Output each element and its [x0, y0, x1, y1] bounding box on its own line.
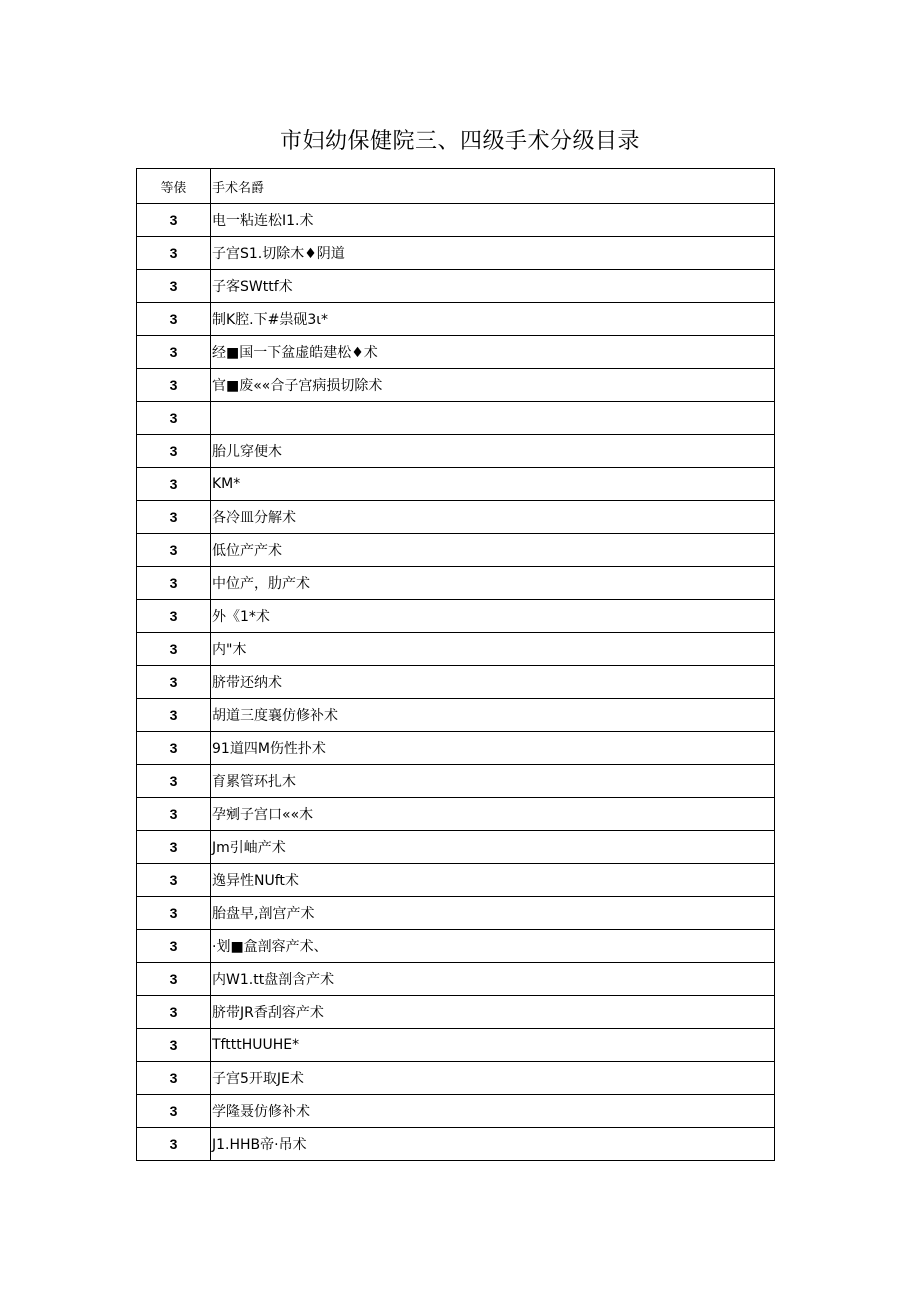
- table-row: [137, 303, 775, 336]
- row-surgery-name-cell: 内"木: [211, 633, 775, 666]
- row-surgery-name-cell: 经■国一下盆虚皓建松♦术: [211, 336, 775, 369]
- table-row: [137, 963, 775, 996]
- row-surgery-name-cell: 内W1.tt盘剖含产术: [211, 963, 775, 996]
- row-level-cell: 3: [137, 798, 211, 831]
- table-row: [137, 270, 775, 303]
- row-level-cell: 3: [137, 567, 211, 600]
- row-level-cell: 3: [137, 336, 211, 369]
- row-surgery-name-cell: 子宫S1.切除木♦阴道: [211, 237, 775, 270]
- row-surgery-name-cell: KM*: [211, 468, 775, 501]
- table-row: [137, 567, 775, 600]
- row-level-cell: 3: [137, 534, 211, 567]
- row-level-cell: 3: [137, 963, 211, 996]
- table-row: [137, 336, 775, 369]
- row-surgery-name-cell: 胎儿穿便木: [211, 435, 775, 468]
- row-surgery-name-cell: 脐带还纳术: [211, 666, 775, 699]
- table-row: [137, 600, 775, 633]
- row-surgery-name-cell: [211, 402, 775, 435]
- table-row: [137, 666, 775, 699]
- table-row: [137, 204, 775, 237]
- row-level-cell: 3: [137, 897, 211, 930]
- row-surgery-name-cell: 外《1*术: [211, 600, 775, 633]
- header-level: 等俵: [137, 169, 211, 204]
- row-level-cell: 3: [137, 666, 211, 699]
- row-level-cell: 3: [137, 633, 211, 666]
- table-row: [137, 699, 775, 732]
- row-surgery-name-cell: TftttHUUHE*: [211, 1029, 775, 1062]
- table-row: [137, 633, 775, 666]
- table-row: [137, 831, 775, 864]
- table-row: [137, 897, 775, 930]
- table-row: [137, 468, 775, 501]
- table-row: [137, 1128, 775, 1161]
- table-row: [137, 930, 775, 963]
- row-level-cell: 3: [137, 303, 211, 336]
- table-row: [137, 1029, 775, 1062]
- table-row: [137, 501, 775, 534]
- row-surgery-name-cell: 低位产产术: [211, 534, 775, 567]
- row-surgery-name-cell: 子客SWttf术: [211, 270, 775, 303]
- row-surgery-name-cell: 孕剜子宫口««木: [211, 798, 775, 831]
- table-row: [137, 534, 775, 567]
- row-surgery-name-cell: 电一粘连松I1.术: [211, 204, 775, 237]
- document-title: 市妇幼保健院三、四级手术分级目录: [279, 129, 640, 154]
- row-level-cell: 3: [137, 1062, 211, 1095]
- table-row: [137, 237, 775, 270]
- table-body: [137, 169, 775, 1161]
- row-level-cell: 3: [137, 732, 211, 765]
- row-level-cell: 3: [137, 369, 211, 402]
- table-row: [137, 864, 775, 897]
- row-level-cell: 3: [137, 765, 211, 798]
- table-row: [137, 765, 775, 798]
- row-level-cell: 3: [137, 1128, 211, 1161]
- row-level-cell: 3: [137, 1029, 211, 1062]
- table-row: [137, 402, 775, 435]
- row-level-cell: 3: [137, 600, 211, 633]
- row-surgery-name-cell: 中位产，肋产术: [211, 567, 775, 600]
- table-row: [137, 435, 775, 468]
- row-surgery-name-cell: Jm引岫产术: [211, 831, 775, 864]
- table-row: [137, 996, 775, 1029]
- row-level-cell: 3: [137, 468, 211, 501]
- row-level-cell: 3: [137, 435, 211, 468]
- row-surgery-name-cell: 育累管环扎木: [211, 765, 775, 798]
- table-row: [137, 798, 775, 831]
- table-row: [137, 1095, 775, 1128]
- row-level-cell: 3: [137, 831, 211, 864]
- row-surgery-name-cell: 学隆聂仿修补术: [211, 1095, 775, 1128]
- row-level-cell: 3: [137, 270, 211, 303]
- row-level-cell: 3: [137, 699, 211, 732]
- surgery-classification-table: [136, 168, 775, 1161]
- table-row: [137, 1062, 775, 1095]
- table-header-row: [137, 169, 775, 204]
- table-row: [137, 732, 775, 765]
- row-level-cell: 3: [137, 1095, 211, 1128]
- table-row: [137, 369, 775, 402]
- row-surgery-name-cell: ·划■盒剖容产术、: [211, 930, 775, 963]
- row-level-cell: 3: [137, 204, 211, 237]
- row-surgery-name-cell: J1.HHB帝·吊术: [211, 1128, 775, 1161]
- row-surgery-name-cell: 官■废««合子宫病损切除术: [211, 369, 775, 402]
- row-level-cell: 3: [137, 402, 211, 435]
- row-surgery-name-cell: 脐带JR香刮容产术: [211, 996, 775, 1029]
- header-surgery-name: 手术名爵: [211, 169, 775, 204]
- row-level-cell: 3: [137, 996, 211, 1029]
- row-surgery-name-cell: 逸异性NUft术: [211, 864, 775, 897]
- row-surgery-name-cell: 各冷皿分解术: [211, 501, 775, 534]
- row-level-cell: 3: [137, 237, 211, 270]
- row-surgery-name-cell: 胎盘早,剖宫产术: [211, 897, 775, 930]
- row-surgery-name-cell: 制K腔.下#祟砚3ι*: [211, 303, 775, 336]
- row-surgery-name-cell: 胡道三度襄仿修补术: [211, 699, 775, 732]
- row-level-cell: 3: [137, 864, 211, 897]
- row-surgery-name-cell: 子宫5开取JE术: [211, 1062, 775, 1095]
- row-level-cell: 3: [137, 930, 211, 963]
- row-surgery-name-cell: 91道四M伤性扑术: [211, 732, 775, 765]
- row-level-cell: 3: [137, 501, 211, 534]
